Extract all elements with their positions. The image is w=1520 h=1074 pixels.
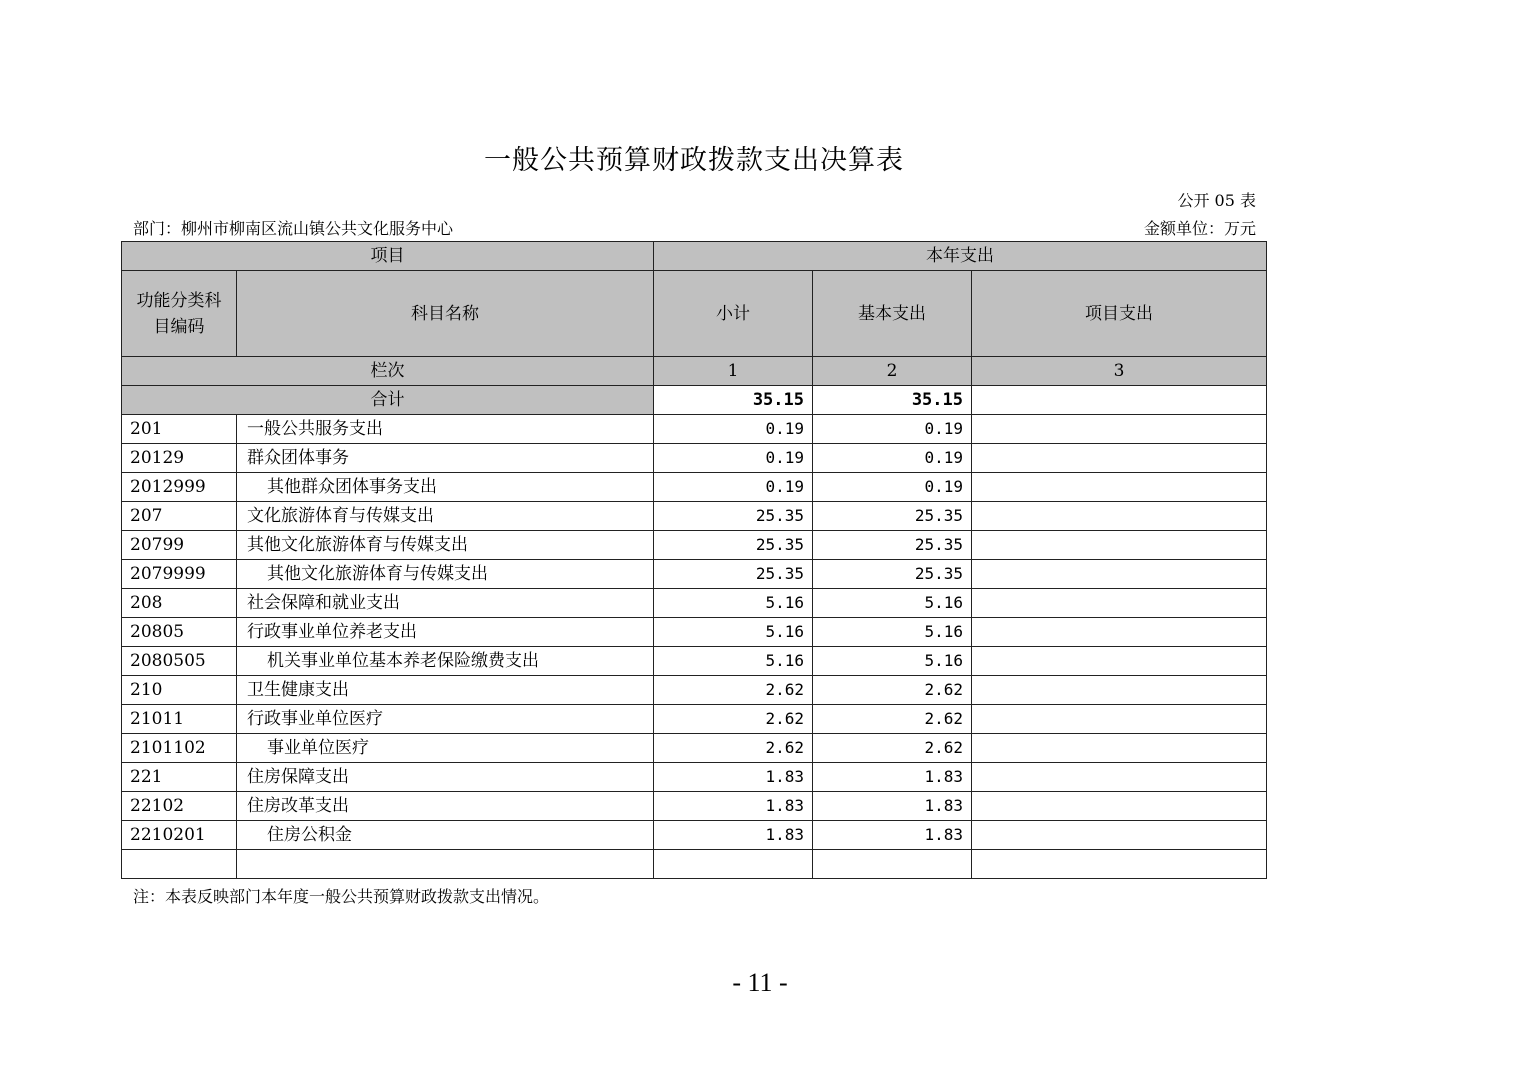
row-project-expense (972, 763, 1267, 792)
header-project: 项目 (122, 242, 654, 271)
row-code: 20799 (122, 531, 237, 560)
header-name: 科目名称 (237, 271, 654, 357)
table-row (122, 618, 1267, 647)
table-row (122, 531, 1267, 560)
header-column-order: 栏次 (122, 357, 654, 386)
row-basic: 25.35 (813, 560, 972, 589)
row-name: 住房保障支出 (237, 763, 654, 792)
table-row (122, 850, 1267, 879)
row-subtotal: 25.35 (654, 560, 813, 589)
row-name: 住房改革支出 (237, 792, 654, 821)
header-col2: 2 (813, 357, 972, 386)
row-subtotal: 25.35 (654, 502, 813, 531)
row-code: 201 (122, 415, 237, 444)
table-row (122, 415, 1267, 444)
header-subtotal: 小计 (654, 271, 813, 357)
table-row (122, 821, 1267, 850)
table-row (122, 560, 1267, 589)
row-basic: 2.62 (813, 734, 972, 763)
table-row (122, 473, 1267, 502)
row-project-expense (972, 502, 1267, 531)
row-basic: 0.19 (813, 473, 972, 502)
row-subtotal (654, 850, 813, 879)
row-code: 221 (122, 763, 237, 792)
row-name: 机关事业单位基本养老保险缴费支出 (237, 647, 654, 676)
row-basic: 1.83 (813, 821, 972, 850)
row-basic: 2.62 (813, 705, 972, 734)
table-row (122, 647, 1267, 676)
header-code: 功能分类科目编码 (122, 271, 237, 357)
row-code: 2079999 (122, 560, 237, 589)
row-code: 21011 (122, 705, 237, 734)
row-name: 一般公共服务支出 (237, 415, 654, 444)
table-row (122, 705, 1267, 734)
row-subtotal: 0.19 (654, 473, 813, 502)
row-basic: 1.83 (813, 792, 972, 821)
total-project-expense (972, 386, 1267, 415)
row-basic: 0.19 (813, 415, 972, 444)
row-code: 208 (122, 589, 237, 618)
form-number: 公开 05 表 (1177, 191, 1256, 210)
page-title: 一般公共预算财政拨款支出决算表 (484, 145, 904, 176)
header-basic: 基本支出 (813, 271, 972, 357)
row-project-expense (972, 734, 1267, 763)
table-note: 注：本表反映部门本年度一般公共预算财政拨款支出情况。 (133, 887, 550, 906)
row-project-expense (972, 415, 1267, 444)
header-row-1 (122, 242, 1267, 271)
row-code: 2012999 (122, 473, 237, 502)
total-basic: 35.15 (813, 386, 972, 415)
table-row (122, 589, 1267, 618)
row-name (237, 850, 654, 879)
row-subtotal: 2.62 (654, 705, 813, 734)
total-label: 合计 (122, 386, 654, 415)
row-subtotal: 1.83 (654, 792, 813, 821)
table-row (122, 444, 1267, 473)
expense-table (121, 241, 1267, 879)
row-basic: 2.62 (813, 676, 972, 705)
header-current-year-expense: 本年支出 (654, 242, 1267, 271)
row-project-expense (972, 676, 1267, 705)
row-name: 住房公积金 (237, 821, 654, 850)
table-row (122, 792, 1267, 821)
row-subtotal: 25.35 (654, 531, 813, 560)
department-label: 部门：柳州市柳南区流山镇公共文化服务中心 (133, 219, 454, 238)
row-project-expense (972, 850, 1267, 879)
row-subtotal: 1.83 (654, 821, 813, 850)
table-row (122, 734, 1267, 763)
row-project-expense (972, 618, 1267, 647)
row-subtotal: 5.16 (654, 618, 813, 647)
total-subtotal: 35.15 (654, 386, 813, 415)
row-basic: 0.19 (813, 444, 972, 473)
page-number: - 11 - (732, 968, 788, 997)
row-basic: 5.16 (813, 647, 972, 676)
row-name: 文化旅游体育与传媒支出 (237, 502, 654, 531)
header-col3: 3 (972, 357, 1267, 386)
row-subtotal: 2.62 (654, 676, 813, 705)
table-row (122, 763, 1267, 792)
row-code: 2101102 (122, 734, 237, 763)
row-subtotal: 2.62 (654, 734, 813, 763)
row-name: 行政事业单位医疗 (237, 705, 654, 734)
row-code: 22102 (122, 792, 237, 821)
header-row-2 (122, 271, 1267, 357)
row-basic: 25.35 (813, 531, 972, 560)
row-subtotal: 0.19 (654, 415, 813, 444)
row-code: 2080505 (122, 647, 237, 676)
row-basic (813, 850, 972, 879)
row-name: 社会保障和就业支出 (237, 589, 654, 618)
row-name: 事业单位医疗 (237, 734, 654, 763)
header-row-3 (122, 357, 1267, 386)
header-col1: 1 (654, 357, 813, 386)
row-name: 其他文化旅游体育与传媒支出 (237, 560, 654, 589)
header-project-expense: 项目支出 (972, 271, 1267, 357)
row-project-expense (972, 473, 1267, 502)
unit-label: 金额单位：万元 (1143, 219, 1256, 238)
row-code: 210 (122, 676, 237, 705)
row-basic: 5.16 (813, 589, 972, 618)
row-code: 20805 (122, 618, 237, 647)
total-row (122, 386, 1267, 415)
row-project-expense (972, 705, 1267, 734)
row-code: 207 (122, 502, 237, 531)
row-basic: 25.35 (813, 502, 972, 531)
row-name: 其他文化旅游体育与传媒支出 (237, 531, 654, 560)
row-subtotal: 5.16 (654, 647, 813, 676)
row-code: 20129 (122, 444, 237, 473)
row-basic: 5.16 (813, 618, 972, 647)
row-project-expense (972, 647, 1267, 676)
row-name: 卫生健康支出 (237, 676, 654, 705)
row-project-expense (972, 560, 1267, 589)
row-name: 行政事业单位养老支出 (237, 618, 654, 647)
table-row (122, 502, 1267, 531)
row-project-expense (972, 821, 1267, 850)
row-basic: 1.83 (813, 763, 972, 792)
row-subtotal: 1.83 (654, 763, 813, 792)
row-name: 其他群众团体事务支出 (237, 473, 654, 502)
row-code: 2210201 (122, 821, 237, 850)
row-name: 群众团体事务 (237, 444, 654, 473)
row-project-expense (972, 444, 1267, 473)
row-subtotal: 0.19 (654, 444, 813, 473)
table-row (122, 676, 1267, 705)
row-project-expense (972, 792, 1267, 821)
row-project-expense (972, 589, 1267, 618)
row-subtotal: 5.16 (654, 589, 813, 618)
row-code (122, 850, 237, 879)
row-project-expense (972, 531, 1267, 560)
